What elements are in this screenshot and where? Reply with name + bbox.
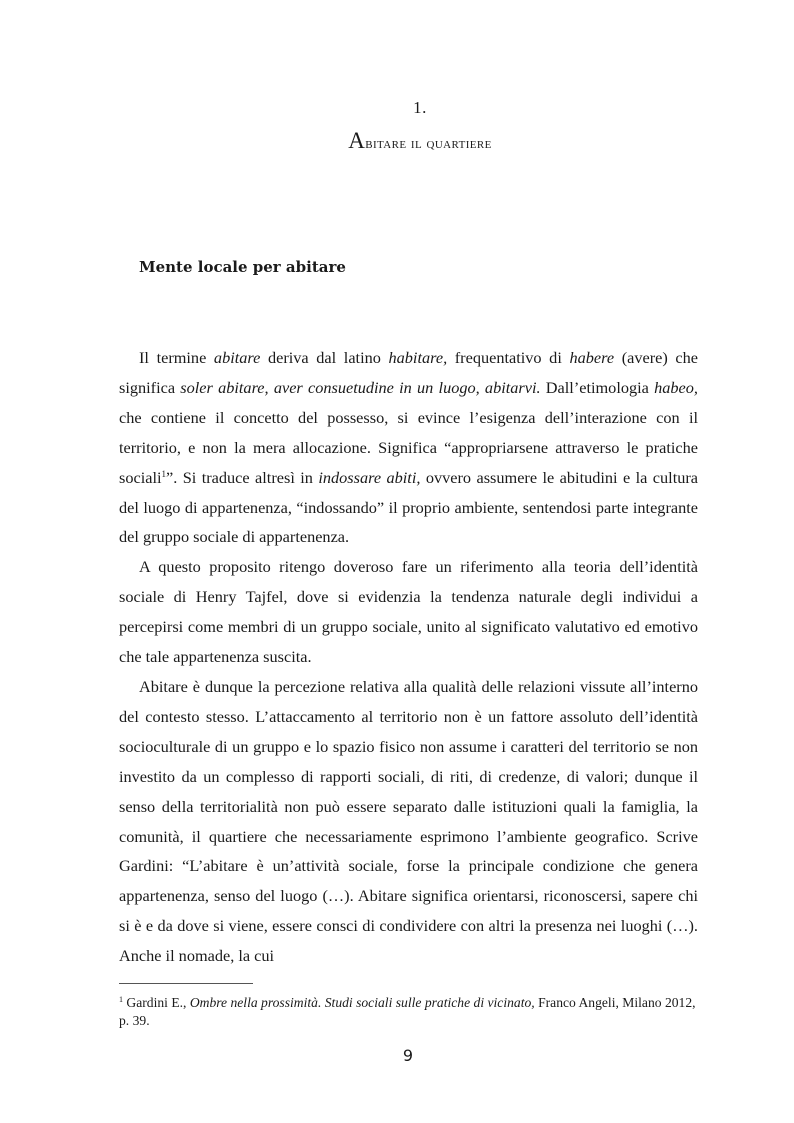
text-run: che contiene il concetto del possesso, si evince l’esigenza dell’interazione con il territorio, e non la mera allocazione. Significa “appropriarsene attraverso le pratiche sociali <box>119 407 698 487</box>
footnote-author: Gardini E., <box>123 995 190 1010</box>
italic-run: soler abitare, aver consuetudine in un luogo, abitarvi. <box>180 377 541 397</box>
footnote-separator <box>119 983 253 984</box>
chapter-title-rest: bitare il quartiere <box>365 135 492 152</box>
section-heading: Mente locale per abitare <box>139 258 346 276</box>
footnote-title: Ombre nella prossimità. Studi sociali sulle pratiche di vicinato, <box>189 995 535 1010</box>
chapter-number: 1. <box>413 98 427 117</box>
italic-run: habitare, <box>388 348 448 367</box>
paragraph-3: Abitare è dunque la percezione relativa alla qualità delle relazioni vissute all’interno del contesto stesso. L’attaccamento al territorio non è un fattore assoluto dell’identità socioculturale di un gruppo e lo spazio fisico non assume i caratteri del territorio se non investito da un complesso di rapporti sociali, di riti, di credenze, di valori; dunque il senso della territorialità non può essere separato dalle istituzioni quali la famiglia, la comunità, il quartiere che necessariamente esprimono l’ambiente geografico. Scrive Gardini: “L’abitare è un’attività sociale, forse la principale condizione che genera appartenenza, senso del luogo (…). Abitare significa orientarsi, riconoscersi, sapere chi si è e da dove si viene, essere consci di condividere con altri la presenza nei luoghi (…). Anche il nomade, la cui <box>119 676 698 966</box>
text-run: frequentativo di <box>447 348 570 367</box>
page-number: 9 <box>402 1046 414 1065</box>
italic-run: habeo, <box>654 377 698 397</box>
text-run: ”. Si traduce altresì in <box>166 467 319 487</box>
footnote <box>119 994 698 1030</box>
text-run: Il termine <box>139 348 214 367</box>
italic-run: abitare <box>213 348 261 367</box>
text-run: Dall’etimologia <box>540 377 655 397</box>
body-text <box>119 343 698 971</box>
text-run: deriva dal latino <box>260 348 389 367</box>
paragraph-2: A questo proposito ritengo doveroso fare un riferimento alla teoria dell’identità sociale di Henry Tajfel, dove si evidenzia la tendenza naturale degli individui a percepirsi come membri di un gruppo sociale, unito al significato valutativo ed emotivo che tale appartenenza suscita. <box>119 557 698 667</box>
footnote-reference[interactable]: 1 <box>161 468 166 479</box>
paragraph-1 <box>119 343 698 552</box>
footnote-marker: 1 <box>119 995 123 1004</box>
text-run: (avere) che significa <box>119 348 698 397</box>
footnote-rest: Franco Angeli, Milano 2012, p. 39. <box>119 995 696 1028</box>
chapter-title <box>0 128 794 154</box>
chapter-title-initial: A <box>348 128 366 153</box>
italic-run: habere <box>569 348 615 367</box>
text-run: ovvero assumere le abitudini e la cultura del luogo di appartenenza, “indossando” il proprio ambiente, sentendosi parte integrante del gruppo sociale di appartenenza. <box>119 467 699 547</box>
italic-run: indossare abiti, <box>318 467 421 487</box>
